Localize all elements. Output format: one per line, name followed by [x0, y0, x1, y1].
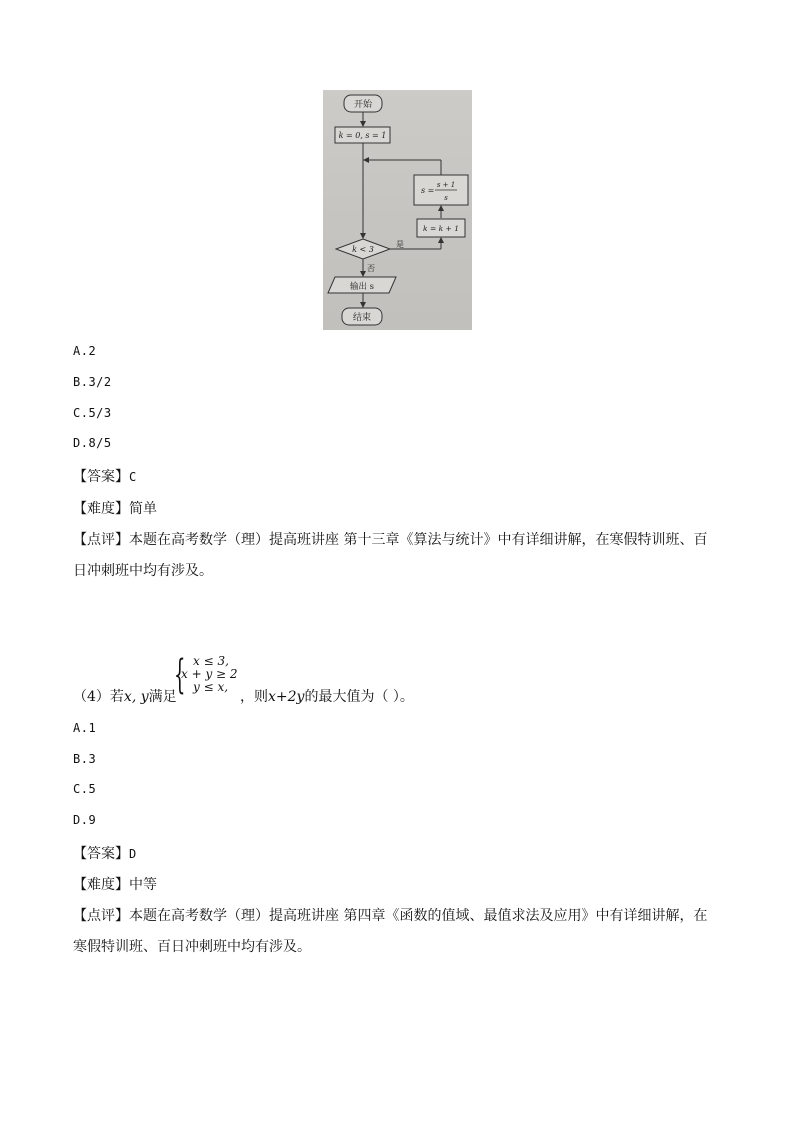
q3-option-c: C.5/3 — [73, 406, 112, 420]
answer-value: D — [129, 847, 137, 861]
q4-comment-line2: 寒假特训班、百日冲刺班中均有涉及。 — [73, 939, 311, 955]
difficulty-label: 【难度】 — [73, 501, 129, 517]
stem-after: ，则 — [240, 689, 268, 705]
left-brace: { — [174, 652, 186, 698]
q4-option-c: C.5 — [73, 782, 97, 796]
q4-answer — [73, 843, 137, 863]
comment-text: 本题在高考数学（理）提高班讲座 第十三章《算法与统计》中有详细讲解，在寒假特训班、百 — [129, 532, 708, 548]
stem-expr: x+2y — [268, 689, 305, 705]
difficulty-value: 简单 — [129, 501, 157, 517]
update-s-numerator: s + 1 — [436, 181, 456, 189]
update-s-denominator: s — [444, 194, 448, 202]
q4-option-d: D.9 — [73, 813, 97, 827]
q4-option-b: B.3 — [73, 752, 97, 766]
condition-2: x + y ≥ 2 — [181, 667, 238, 681]
update-k-label: k = k + 1 — [423, 224, 459, 233]
init-label: k = 0, s = 1 — [338, 131, 387, 140]
condition-label: k < 3 — [352, 245, 374, 254]
q3-option-a: A.2 — [73, 344, 97, 358]
q4-option-a: A.1 — [73, 721, 97, 735]
output-label: 输出 s — [349, 282, 375, 292]
q3-option-d: D.8/5 — [73, 436, 112, 450]
q4-stem-rest — [240, 686, 414, 706]
answer-label: 【答案】 — [73, 469, 129, 485]
comment-label: 【点评】 — [73, 532, 129, 548]
flowchart-diagram — [323, 90, 472, 330]
q3-difficulty — [73, 498, 157, 518]
comment-text: 本题在高考数学（理）提高班讲座 第四章《函数的值域、最值求法及应用》中有详细讲解，在 — [129, 908, 708, 924]
condition-3: y ≤ x, — [193, 680, 229, 694]
answer-label: 【答案】 — [73, 846, 129, 862]
stem-end: 的最大值为（ ）。 — [304, 689, 414, 705]
q3-comment-line1 — [73, 529, 707, 549]
update-s-lhs: s = — [421, 186, 435, 195]
q3-answer — [73, 466, 137, 486]
q4-comment-line1 — [73, 905, 707, 925]
condition-1: x ≤ 3, — [193, 654, 229, 668]
q3-option-b: B.3/2 — [73, 375, 112, 389]
answer-value: C — [129, 470, 137, 484]
stem-vars: x, y — [123, 689, 149, 705]
yes-label: 是 — [396, 240, 404, 249]
q3-comment-line2: 日冲刺班中均有涉及。 — [73, 563, 213, 579]
stem-mid: 满足 — [148, 689, 177, 705]
difficulty-label: 【难度】 — [73, 877, 129, 893]
comment-label: 【点评】 — [73, 908, 129, 924]
start-label: 开始 — [353, 100, 373, 110]
difficulty-value: 中等 — [129, 877, 157, 893]
q4-difficulty — [73, 874, 157, 894]
end-label: 结束 — [352, 313, 372, 323]
flowchart-image — [323, 90, 472, 330]
no-label: 否 — [367, 264, 375, 273]
q4-stem — [73, 686, 177, 706]
stem-prefix: （4）若 — [73, 689, 124, 705]
